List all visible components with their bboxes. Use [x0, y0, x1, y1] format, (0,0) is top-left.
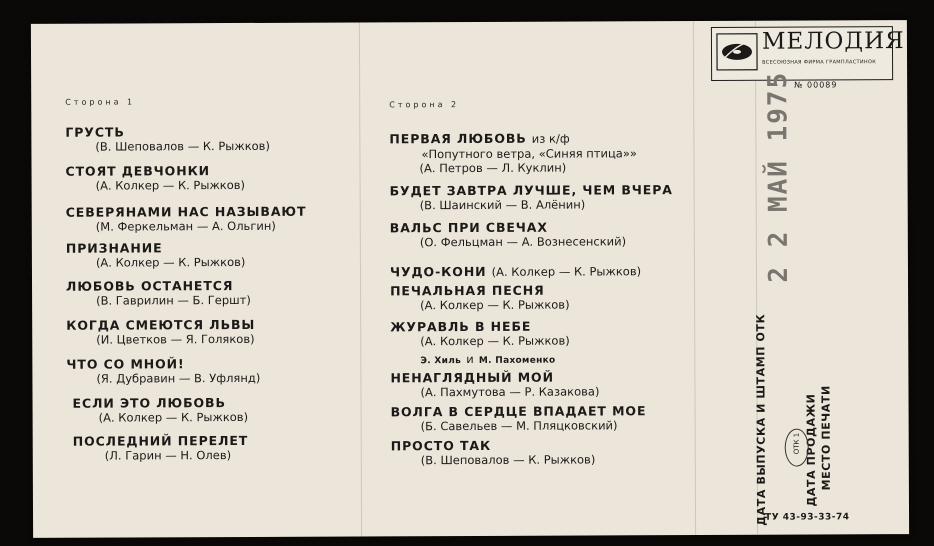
- brand-name: МЕЛОДИЯ: [761, 28, 905, 55]
- track-title: ЕСЛИ ЭТО ЛЮБОВЬ: [72, 395, 226, 411]
- side2-track: [390, 219, 626, 249]
- track-title: КОГДА СМЕЮТСЯ ЛЬВЫ: [66, 316, 256, 333]
- side1-track: [65, 124, 270, 154]
- side2-track: [390, 260, 641, 280]
- track-authors: (Б. Савельев — М. Пляцковский): [420, 418, 618, 434]
- track-title: СЕВЕРЯНАМИ НАС НАЗЫВАЮТ: [65, 203, 307, 220]
- track-note: из к/ф: [531, 131, 570, 146]
- track-title: НЕНАГЛЯДНЫЙ МОЙ: [390, 369, 554, 386]
- side1-track: [66, 317, 255, 347]
- track-title: ЧТО СО МНОЙ!: [66, 356, 185, 372]
- side1-track: [65, 163, 245, 193]
- track-authors: (А. Колкер — К. Рыжков): [95, 254, 246, 270]
- release-date-label: ДАТА ВЫПУСКА И ШТАМП ОТК: [754, 313, 769, 526]
- track-authors: (Я. Дубравин — В. Уфлянд): [96, 370, 261, 386]
- side1-track: [66, 356, 260, 386]
- track-title: ПРИЗНАНИЕ: [65, 240, 163, 256]
- brand-subtitle: ВСЕСОЮЗНАЯ ФИРМА ГРАМПЛАСТИНОК: [762, 59, 877, 66]
- side2-track: [390, 283, 570, 313]
- side2-track: [390, 319, 570, 368]
- track-authors: (И. Цветков — Я. Голяков): [96, 331, 255, 347]
- track-title: ПЕРВАЯ ЛЮБОВЬ: [389, 130, 527, 147]
- track-title: СТОЯТ ДЕВЧОНКИ: [65, 163, 211, 179]
- fold-line: [359, 22, 362, 536]
- track-title: ЧУДО-КОНИ: [389, 263, 487, 280]
- track-authors: (А. Колкер — К. Рыжков): [420, 297, 570, 313]
- track-title: ЛЮБОВЬ ОСТАНЕТСЯ: [65, 278, 234, 294]
- track-authors: (А. Колкер — К. Рыжков): [491, 264, 642, 279]
- track-title: ВОЛГА В СЕРДЦЕ ВПАДАЕТ МОЕ: [390, 403, 647, 420]
- performer-name: Э. Хиль: [420, 356, 462, 367]
- print-place-label: МЕСТО ПЕЧАТИ: [819, 385, 833, 491]
- side2-track: [391, 437, 596, 467]
- stamp-date: 2 2 МАЙ 1975: [763, 70, 795, 283]
- otk-stamp: [785, 429, 809, 467]
- track-title: ПРОСТО ТАК: [390, 437, 492, 454]
- side1-track: [73, 395, 249, 425]
- side1-track: [66, 278, 251, 308]
- track-title: БУДЕТ ЗАВТРА ЛУЧШЕ, ЧЕМ ВЧЕРА: [389, 182, 673, 199]
- performer-conjunction: и: [466, 351, 474, 367]
- side2-track: [391, 403, 647, 433]
- fold-line: [693, 21, 696, 535]
- side1-track: [66, 240, 246, 270]
- track-title: ВАЛЬС ПРИ СВЕЧАХ: [389, 219, 548, 236]
- record-logo-icon: [716, 33, 758, 71]
- track-authors: (А. Колкер — К. Рыжков): [420, 333, 570, 349]
- otk-stamp-text: ОТК 1: [792, 432, 801, 455]
- track-title: ГРУСТЬ: [65, 124, 125, 140]
- side2-track: [390, 369, 599, 399]
- track-authors: (В. Шеповалов — К. Рыжков): [95, 138, 270, 154]
- side1-track: [66, 204, 307, 234]
- track-authors: (А. Петров — Л. Куклин): [419, 160, 567, 176]
- track-authors: (А. Пахмутова — Р. Казакова): [420, 384, 600, 400]
- track-authors: (В. Шеповалов — К. Рыжков): [420, 452, 596, 468]
- sale-date-label: ДАТА ПРОДАЖИ: [804, 393, 818, 507]
- track-authors: (А. Колкер — К. Рыжков): [95, 177, 246, 193]
- side2-heading: Сторона 2: [389, 100, 460, 110]
- side1-track: [73, 433, 249, 463]
- track-title: ПОСЛЕДНИЙ ПЕРЕЛЕТ: [72, 432, 249, 449]
- track-title: ПЕЧАЛЬНАЯ ПЕСНЯ: [390, 282, 545, 299]
- side2-track: [390, 182, 673, 212]
- performer-name: М. Пахоменко: [478, 355, 556, 366]
- side1-heading: Сторона 1: [65, 97, 136, 107]
- track-authors: (М. Феркельман — А. Ольгин): [95, 218, 276, 234]
- track-films: «Попутного ветра, «Синяя птица»»: [421, 146, 637, 162]
- side2-track: [389, 127, 637, 175]
- melodiya-logo: [711, 26, 905, 81]
- track-authors: (В. Шаинский — В. Алёнин): [419, 197, 586, 213]
- performers: [420, 348, 570, 368]
- track-authors: (В. Гаврилин — Б. Гершт): [96, 292, 251, 308]
- track-authors: (А. Колкер — К. Рыжков): [98, 409, 249, 425]
- catalog-number: № 00089: [794, 80, 838, 90]
- track-authors: (О. Фельцман — А. Вознесенский): [419, 234, 627, 250]
- cassette-insert: [31, 20, 909, 538]
- spec-number: ТУ 43-93-33-74: [765, 512, 850, 523]
- track-title: ЖУРАВЛЬ В НЕБЕ: [390, 318, 532, 335]
- track-authors: (Л. Гарин — Н. Олев): [104, 448, 232, 463]
